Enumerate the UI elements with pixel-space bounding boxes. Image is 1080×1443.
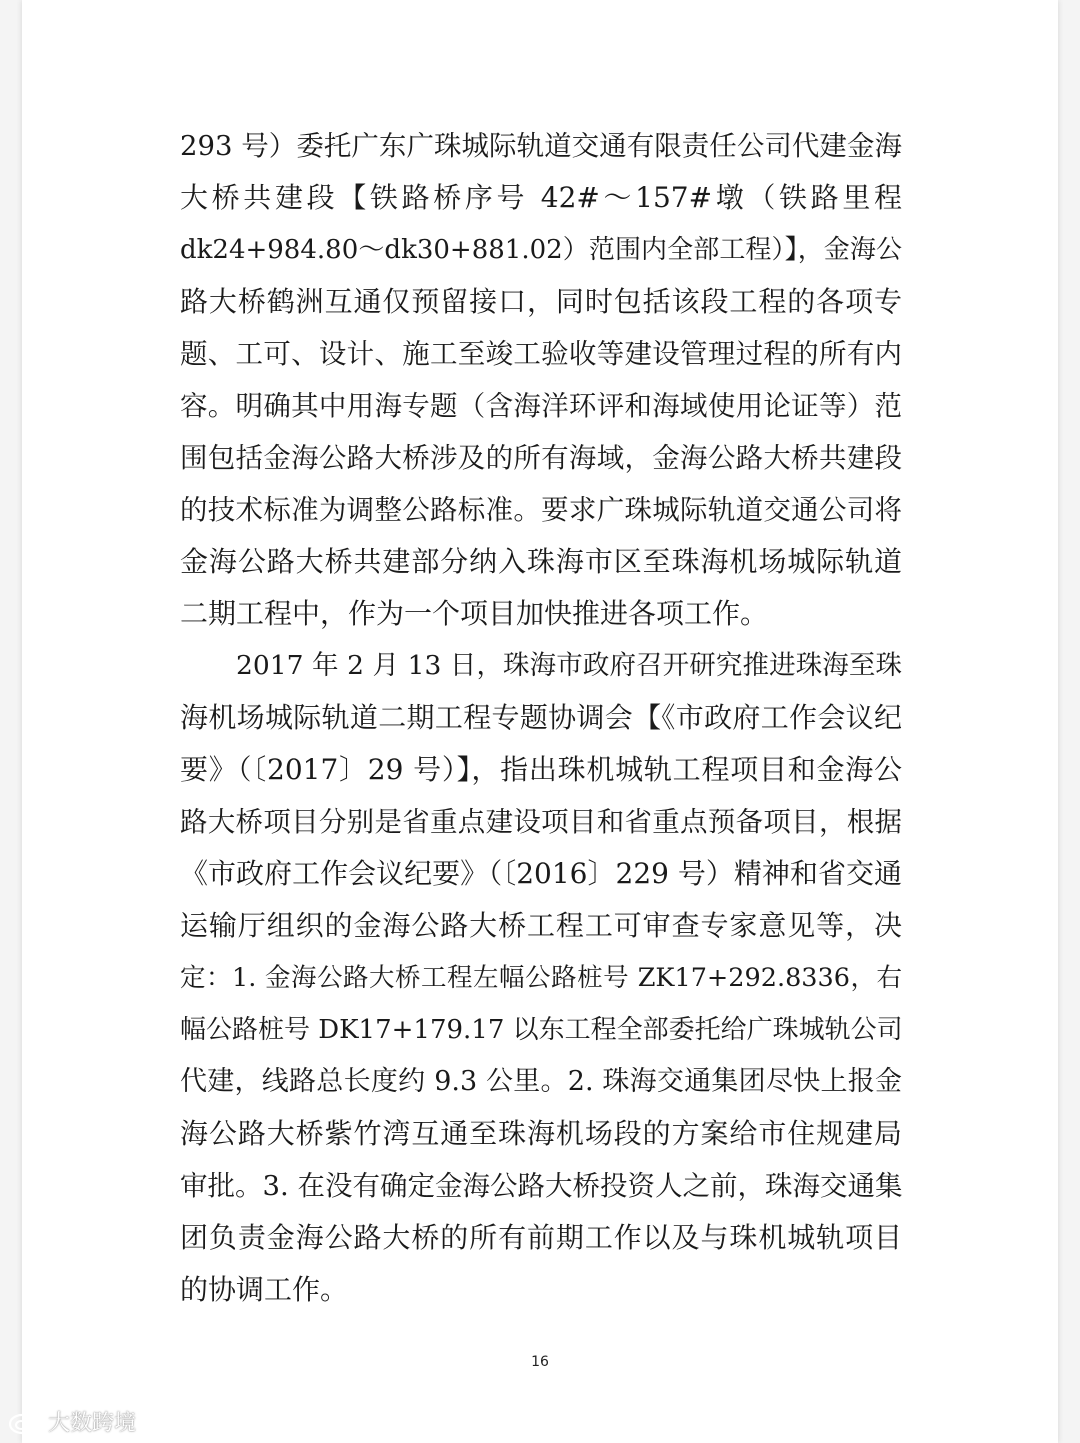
watermark (8, 1406, 136, 1437)
text-line: 代建，线路总长度约 9.3 公里。2. 珠海交通集团尽快上报金 (180, 1066, 902, 1097)
text-line: 293 号）委托广东广珠城际轨道交通有限责任公司代建金海 (180, 130, 902, 162)
text-line: 海公路大桥紫竹湾互通至珠海机场段的方案给市住规建局 (180, 1117, 902, 1150)
document-body (180, 120, 902, 1316)
text-line: 的协调工作。 (180, 1273, 349, 1306)
text-line: 定：1. 金海公路大桥工程左幅公路桩号 ZK17+292.8336，右 (180, 963, 902, 993)
text-line: 路大桥鹤洲互通仅预留接口，同时包括该段工程的各项专 (180, 285, 902, 318)
text-line: 题、工可、设计、施工至竣工验收等建设管理过程的所有内 (180, 338, 902, 370)
weibo-logo-icon (8, 1409, 42, 1435)
text-line: 要》（〔2017〕29 号）】，指出珠机城轨工程项目和金海公 (180, 753, 902, 786)
text-line: 运输厅组织的金海公路大桥工程工可审查专家意见等，决 (180, 909, 902, 942)
text-line: 路大桥项目分别是省重点建设项目和省重点预备项目，根据 (180, 806, 902, 838)
text-line: dk24+984.80～dk30+881.02）范围内全部工程）】，金海公 (180, 235, 902, 265)
text-line: 容。明确其中用海专题（含海洋环评和海域使用论证等）范 (180, 390, 902, 422)
page-number: 16 (531, 1354, 549, 1370)
text-line: 审批。3. 在没有确定金海公路大桥投资人之前，珠海交通集 (180, 1170, 903, 1202)
text-line: 团负责金海公路大桥的所有前期工作以及与珠机城轨项目 (180, 1221, 902, 1254)
text-line: 2017 年 2 月 13 日，珠海市政府召开研究推进珠海至珠 (236, 650, 902, 681)
text-line: 大桥共建段【铁路桥序号 42#～157#墩（铁路里程 (180, 181, 902, 214)
text-line: 的技术标准为调整公路标准。要求广珠城际轨道交通公司将 (180, 494, 902, 526)
text-line: 二期工程中，作为一个项目加快推进各项工作。 (180, 597, 769, 630)
text-line: 海机场城际轨道二期工程专题协调会【《市政府工作会议纪 (180, 701, 902, 734)
text-line: 幅公路桩号 DK17+179.17 以东工程全部委托给广珠城轨公司 (180, 1015, 903, 1045)
text-line: 金海公路大桥共建部分纳入珠海市区至珠海机场城际轨道 (180, 545, 902, 578)
text-line: 《市政府工作会议纪要》（〔2016〕229 号）精神和省交通 (180, 857, 902, 890)
text-line: 围包括金海公路大桥涉及的所有海域，金海公路大桥共建段 (180, 442, 902, 474)
watermark-text: 大数跨境 (48, 1411, 137, 1436)
